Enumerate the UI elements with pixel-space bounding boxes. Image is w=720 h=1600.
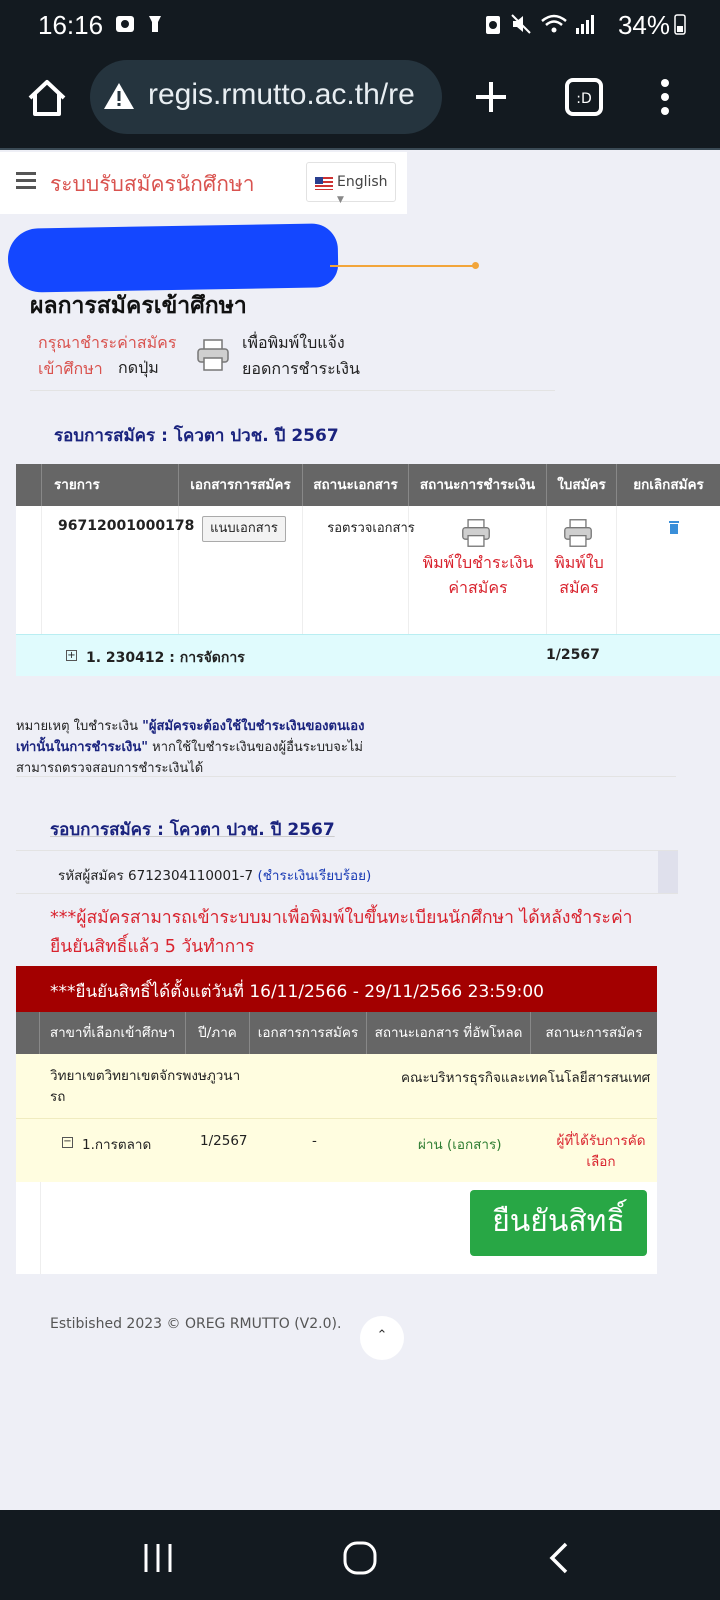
clock: 16:16 bbox=[38, 10, 104, 40]
url-text: regis.rmutto.ac.th/re bbox=[148, 78, 415, 111]
tab-switcher-icon[interactable] bbox=[560, 70, 610, 124]
doc-upload-status: ผ่าน (เอกสาร) bbox=[418, 1137, 502, 1153]
program-name: 1.การตลาด bbox=[82, 1137, 152, 1153]
battery-saver-icon bbox=[482, 12, 504, 36]
print-payment-link[interactable]: พิมพ์ใบชำระเงินค่าสมัคร bbox=[422, 553, 534, 597]
col-item: รายการ bbox=[42, 464, 179, 506]
col-doc-status: สถานะเอกสาร bbox=[303, 464, 409, 506]
col-major: สาขาที่เลือกเข้าศึกษา bbox=[40, 1012, 186, 1054]
divider bbox=[30, 390, 555, 391]
col-upload-status: สถานะเอกสาร ที่อัพโหลด bbox=[367, 1012, 531, 1054]
confirm-table-header bbox=[16, 1012, 657, 1054]
table-row bbox=[16, 1118, 657, 1182]
confirm-period-banner bbox=[16, 966, 657, 1012]
col-app-status: สถานะการสมัคร bbox=[545, 1025, 643, 1041]
application-status: ผู้ที่ได้รับการคัดเลือก bbox=[556, 1133, 646, 1170]
system-navigation-bar bbox=[0, 1510, 720, 1600]
mute-icon bbox=[510, 12, 532, 36]
pay-note-right bbox=[242, 330, 360, 382]
camera-notification-icon bbox=[114, 12, 136, 36]
flashlight-icon bbox=[144, 12, 166, 36]
chevron-up-icon: ⌃ bbox=[376, 1328, 388, 1343]
applicant-code-row bbox=[16, 850, 678, 894]
application-docs: - bbox=[312, 1133, 317, 1149]
svg-text::D: :D bbox=[576, 91, 592, 107]
printer-icon bbox=[196, 338, 230, 372]
expand-icon[interactable]: + bbox=[67, 650, 76, 661]
campus-row bbox=[16, 1054, 657, 1118]
col-application-form: ใบสมัคร bbox=[547, 464, 617, 506]
printer-icon[interactable] bbox=[562, 518, 594, 548]
new-tab-icon[interactable] bbox=[466, 70, 516, 124]
program-row bbox=[16, 634, 720, 676]
print-form-link[interactable]: พิมพ์ใบสมัคร bbox=[554, 553, 604, 597]
col-term: ปี/ภาค bbox=[186, 1012, 250, 1054]
col-payment-status: สถานะการชำระเงิน bbox=[409, 464, 547, 506]
home-button-icon[interactable] bbox=[340, 1538, 380, 1578]
document-status: รอตรวจเอกสาร bbox=[327, 521, 415, 536]
recent-apps-icon[interactable] bbox=[138, 1538, 178, 1578]
remark-suffix: หากใช้ใบชำระเงินของผู้อื่นระบบจะไม่สามารถตรวจสอบการชำระเงินได้ bbox=[16, 740, 363, 776]
applicant-code: รหัสผู้สมัคร 6712304110001-7 (ชำระเงินเรียบร้อย) bbox=[58, 868, 372, 884]
remark-prefix: หมายเหตุ ใบชำระเงิน bbox=[16, 719, 139, 734]
trash-icon[interactable] bbox=[668, 520, 680, 534]
page-title: ผลการสมัครเข้าศึกษา bbox=[30, 293, 247, 319]
progress-dot bbox=[472, 262, 479, 269]
header-spacer bbox=[16, 464, 42, 506]
program-term: 1/2567 bbox=[546, 647, 600, 663]
progress-line bbox=[330, 265, 475, 267]
confirm-period-text: ***ยืนยันสิทธิ์ได้ตั้งแต่วันที่ 16/11/2566 - 29/11/2566 23:59:00 bbox=[50, 982, 544, 1002]
attach-documents-button[interactable]: แนบเอกสาร bbox=[202, 516, 286, 542]
registration-warning: ***ผู้สมัครสามารถเข้าระบบมาเพื่อพิมพ์ใบขึ้นทะเบียนนักศึกษา ได้หลังชำระค่ายืนยันสิทธิ์แล้ว 5 วันทำการ bbox=[50, 908, 633, 957]
program-term: 1/2567 bbox=[200, 1133, 248, 1149]
payment-remark bbox=[16, 716, 396, 779]
applications-table-header bbox=[16, 464, 720, 506]
collapse-icon[interactable]: − bbox=[63, 1136, 72, 1147]
program-label: 1. 230412 : การจัดการ bbox=[86, 650, 245, 666]
more-options-icon[interactable] bbox=[650, 70, 680, 124]
row-side bbox=[658, 851, 678, 893]
wifi-icon bbox=[540, 12, 568, 36]
us-flag-icon bbox=[315, 177, 333, 190]
status-bar bbox=[0, 0, 720, 50]
table-row bbox=[16, 506, 720, 634]
pay-note-right-line2: ยอดการชำระเงิน bbox=[242, 359, 360, 378]
caret-down-icon: ▼ bbox=[337, 195, 344, 205]
redaction-scribble bbox=[7, 223, 338, 293]
pay-note-press: กดปุ่ม bbox=[118, 358, 159, 377]
campus-name: วิทยาเขตวิทยาเขตจักรพงษภูวนารถ bbox=[50, 1068, 241, 1105]
home-icon[interactable] bbox=[22, 70, 72, 124]
signal-icon bbox=[574, 12, 596, 36]
faculty-name: คณะบริหารธุรกิจและเทคโนโลยีสารสนเทศ bbox=[401, 1070, 651, 1086]
remark-highlight: "ผู้สมัครจะต้องใช้ใบชำระเงินของตนเองเท่านั้นในการชำระเงิน" bbox=[16, 719, 365, 755]
pay-note-right-line1: เพื่อพิมพ์ใบแจ้ง bbox=[242, 333, 345, 352]
browser-toolbar bbox=[0, 50, 720, 150]
confirm-rights-button[interactable]: ยืนยันสิทธิ์ bbox=[470, 1190, 647, 1256]
col-documents: เอกสารการสมัคร bbox=[250, 1012, 367, 1054]
battery-icon bbox=[672, 12, 688, 36]
col-documents: เอกสารการสมัคร bbox=[179, 464, 303, 506]
printer-icon[interactable] bbox=[460, 518, 492, 548]
language-select[interactable] bbox=[306, 162, 396, 205]
site-header bbox=[0, 152, 407, 214]
address-bar[interactable] bbox=[90, 60, 442, 134]
menu-icon[interactable] bbox=[16, 172, 36, 188]
divider bbox=[16, 776, 676, 777]
battery-percent: 34% bbox=[617, 10, 670, 40]
payment-status: (ชำระเงินเรียบร้อย) bbox=[257, 868, 372, 884]
application-number: 96712001000178 bbox=[58, 518, 195, 534]
round-title: รอบการสมัคร : โควตา ปวช. ปี 2567 bbox=[50, 820, 335, 840]
back-icon[interactable] bbox=[540, 1538, 580, 1578]
pay-note-text: กรุณาชำระค่าสมัคร เข้าศึกษา bbox=[38, 333, 177, 378]
site-title[interactable]: ระบบรับสมัครนักศึกษา bbox=[50, 172, 255, 196]
language-label: English bbox=[337, 174, 388, 190]
scroll-top-button[interactable] bbox=[360, 1316, 404, 1360]
round-title: รอบการสมัคร : โควตา ปวช. ปี 2567 bbox=[54, 426, 339, 446]
footer-copyright: Estibished 2023 © OREG RMUTTO (V2.0). bbox=[50, 1316, 342, 1332]
col-cancel: ยกเลิกสมัคร bbox=[633, 477, 704, 493]
warning-icon[interactable] bbox=[102, 80, 136, 112]
